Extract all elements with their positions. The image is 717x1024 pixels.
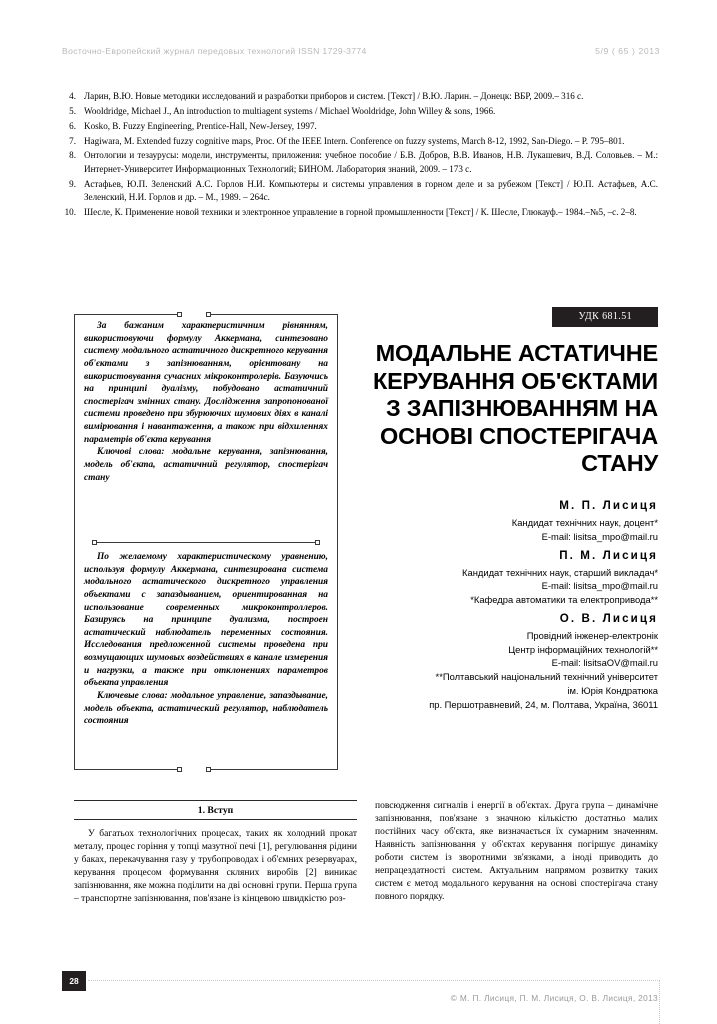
author-department: Центр інформаційних технологій** <box>508 643 658 655</box>
footer-divider-vertical <box>659 980 660 1024</box>
reference-item <box>62 105 658 118</box>
abstract-ru-keywords: Ключевые слова: модальное управление, запаздывание, модель объекта, астатический регулятор, наблюдатель состояния <box>84 691 328 727</box>
authors-block <box>360 498 658 711</box>
reference-number: 5. <box>69 105 76 116</box>
reference-item <box>62 178 658 205</box>
reference-text: Wooldridge, Michael J., An introduction to multiagent systems / Michael Wooldridge, John Willey & sons, 1966. <box>84 105 496 116</box>
abstract-rule-top-right <box>211 314 338 315</box>
author-email: E-mail: lisitsa_mpo@mail.ru <box>541 580 658 592</box>
abstract-cap-top-left <box>177 312 182 317</box>
reference-number: 10. <box>64 206 76 217</box>
abstract-separator-cap-right <box>315 540 320 545</box>
abstract-rule-bottom-right <box>211 769 338 770</box>
udk-badge: УДК 681.51 <box>552 307 658 328</box>
journal-title: Восточно-Европейский журнал передовых технологий ISSN 1729-3774 <box>62 46 367 56</box>
reference-number: 7. <box>69 135 76 146</box>
reference-number: 8. <box>69 150 76 161</box>
page-number-badge: 28 <box>62 971 86 991</box>
body-column-left <box>74 800 357 906</box>
reference-text: Kosko, B. Fuzzy Engineering, Prentice-Hall, New-Jersey, 1997. <box>84 120 317 131</box>
author-name: О. В. Лисиця <box>559 611 658 625</box>
running-head <box>62 46 660 56</box>
abstract-ukrainian <box>84 320 328 484</box>
reference-number: 4. <box>69 91 76 101</box>
page-title: МОДАЛЬНЕ АСТАТИЧНЕ КЕРУВАННЯ ОБ'ЄКТАМИ З ЗАПІЗНЮВАННЯМ НА ОСНОВІ СПОСТЕРІГАЧА СТАНУ <box>372 340 658 477</box>
reference-item <box>62 90 658 103</box>
reference-number: 9. <box>69 178 76 189</box>
author-position: Провідний інженер-електронік <box>526 629 658 641</box>
copyright-notice: © М. П. Лисиця, П. М. Лисиця, О. В. Лисиця, 2013 <box>450 993 658 1003</box>
issue-number: 5/9 ( 65 ) 2013 <box>595 46 660 56</box>
reference-item <box>62 135 658 148</box>
abstract-box <box>74 306 338 778</box>
author-affiliation-line: Кандидат технічних наук, старший викладач* <box>462 566 658 578</box>
reference-text: Онтологии и тезаурусы: модели, инструменты, приложения: учебное пособие / Б.В. Добров, В.В. Иванов, Н.В. Лукашевич, В.Д. Соловьев. – М.: Интернет-Университет Информационных Технологий; БИНОМ. Лаборатория знаний, 2009. – 173 с. <box>84 150 658 174</box>
author-university-name: ім. Юрія Кондратюка <box>567 684 658 696</box>
author-name: М. П. Лисиця <box>559 499 658 513</box>
abstract-border-left <box>74 314 75 770</box>
footer-divider <box>88 980 660 981</box>
page-footer <box>62 964 660 1024</box>
author-name: П. М. Лисиця <box>559 548 658 562</box>
reference-item <box>62 206 658 219</box>
reference-text: Ларин, В.Ю. Новые методики исследований и разработки приборов и систем. [Текст] / В.Ю. Ларин. – Донецк: ВБР, 2009.– 316 с. <box>84 91 584 101</box>
author-department: *Кафедра автоматики та електропривода** <box>470 594 658 606</box>
author-email: E-mail: lisitsa_mpo@mail.ru <box>541 530 658 542</box>
reference-text: Шесле, К. Применение новой техники и электронное управление в горной промышленности [Текст] / К. Шесле, Глюкауф.– 1984.–№5, –с. 2–8. <box>84 206 637 217</box>
references-list <box>62 90 658 221</box>
author-email: E-mail: lisitsaOV@mail.ru <box>551 657 658 669</box>
abstract-uk-body: За бажаним характеристичним рівнянням, використовуючи формулу Аккермана, синтезовано систему модального астатичного дискретного керування об'єктами з запізнюванням, орієнтовану на використовування сучасних мікроконтролерів. Базуючись на принципі дуалізму, побудовано астатичний спостерігач змінних стану. Дослідження запропонованої системи проведено при збурюючих шумових діях в каналі вимірювання і навантаження, а також при відхиленнях параметрів об'єкта керування <box>84 321 328 445</box>
author-affiliation-line: Кандидат технічних наук, доцент* <box>511 517 658 529</box>
reference-text: Hagiwara, M. Extended fuzzy cognitive maps, Proc. Of the IEEE Intern. Conference on fuzzy systems, March 8-12, 1992, San-Diego. – P. 795–801. <box>84 135 625 146</box>
abstract-border-right <box>337 314 338 770</box>
section-heading: 1. Вступ <box>74 800 357 820</box>
abstract-separator-rule <box>97 542 315 543</box>
abstract-ru-body: По желаемому характеристическому уравнению, используя формулу Аккермана, синтезирована система модального астатического дискретного управления объектами с запаздыванием, ориентированная на использование современных микроконтроллеров. Базируясь на принципе дуализма, построен астатический наблюдатель переменных состояния. Исследования предложенной системы проведена при возмущающих шумовых воздействиях в канале измерения и нагрузки, а также при отклонениях параметров объекта управления <box>84 552 328 689</box>
abstract-cap-bottom-left <box>177 767 182 772</box>
author-address: пр. Першотравневий, 24, м. Полтава, Україна, 36011 <box>429 698 658 710</box>
abstract-rule-top-left <box>74 314 179 315</box>
reference-text: Астафьев, Ю.П. Зеленский А.С. Горлов Н.И. Компьютеры и системы управления в горном деле и за рубежом [Текст] / Ю.П. Астафьев, А.С. Зеленский, Н.И. Горлов и др. – М., 1989. – 264с. <box>84 178 658 203</box>
abstract-rule-bottom-left <box>74 769 179 770</box>
article-title-block <box>360 306 658 711</box>
section-paragraph-right: повсюдження сигналів і енергії в об'єктах. Друга група – динамічне запізнювання, пов'язане з значною кількістю достатньо малих постійних часу об'єкта, яке визначається їх сумарним значенням. Наявність запізнювання у об'єктах керування погіршує динаміку роботи систем із зворотними зв'язками, а іноді приводить до непрацездатності систем. Актуальним напрямом розвитку таких систем є метод модального керування на основі спостерігача стану повного порядку. <box>375 801 658 902</box>
reference-item <box>62 120 658 133</box>
reference-number: 6. <box>69 120 76 131</box>
abstract-russian <box>84 551 328 728</box>
author-university: **Полтавський національний технічний університет <box>435 671 658 683</box>
body-columns <box>62 800 658 950</box>
body-column-right <box>375 800 658 904</box>
abstract-uk-keywords: Ключові слова: модальне керування, запізнювання, модель об'єкта, астатичний регулятор, спостерігач стану <box>84 447 328 483</box>
article-head-zone <box>62 306 658 788</box>
reference-item <box>62 149 658 176</box>
section-paragraph-left: У багатьох технологічних процесах, таких як холодний прокат металу, процес горіння у топці мазутної печі [1], регулювання рідини у баках, перекачування газу у трубопроводах і об'ємних резервуарах, керування процесом формування скляних виробів [2] виникає запізнювання, яке можна поділити на дві основні групи. Перша група – транспортне запізнювання, пов'язане із кінцевою швидкістю роз- <box>74 829 357 905</box>
